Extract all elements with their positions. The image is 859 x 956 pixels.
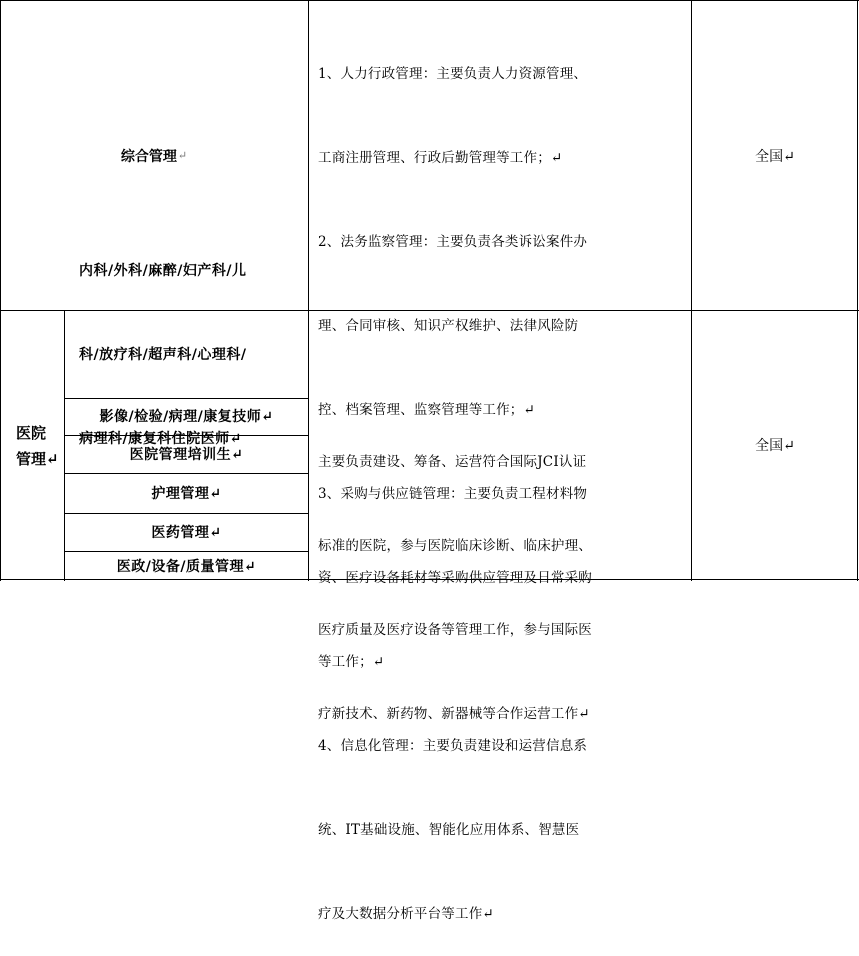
desc-line: 理、合同审核、知识产权维护、法律风险防 [318, 318, 579, 334]
position-label: 护理管理↵ [151, 485, 222, 502]
desc-line: 控、档案管理、监察管理等工作；↵ [318, 402, 536, 418]
desc-line: 疗及大数据分析平台等工作↵ [318, 906, 494, 922]
position-label: 医政/设备/质量管理↵ [116, 558, 257, 575]
position-pharmacy-management [65, 514, 308, 551]
desc-line: 4、信息化管理：主要负责建设和运营信息系 [318, 738, 588, 754]
desc-line: 主要负责建设、筹备、运营符合国际JCI认证 [318, 454, 587, 470]
position-label: 医药管理↵ [151, 524, 222, 541]
group-hospital-management [0, 311, 64, 581]
position-line: 病理科/康复科住院医师↵ [79, 431, 242, 447]
col-divider-desc [308, 0, 309, 581]
desc-line: 疗新技术、新药物、新器械等合作运营工作↵ [318, 706, 590, 722]
group-label-line: 管理↵ [16, 450, 59, 468]
desc-line: 3、采购与供应链管理：主要负责工程材料物 [318, 486, 588, 502]
position-quality-management [65, 552, 308, 581]
desc-line: 工商注册管理、行政后勤管理等工作；↵ [318, 150, 563, 166]
desc-line: 等工作；↵ [318, 654, 385, 670]
desc-line: 统、IT基础设施、智能化应用体系、智慧医 [318, 822, 580, 838]
location-label: 全国↵ [755, 438, 795, 454]
desc-line: 医疗质量及医疗设备等管理工作，参与国际医 [318, 622, 592, 638]
desc-line: 1、人力行政管理：主要负责人力资源管理、 [318, 66, 588, 82]
position-management-trainee [65, 436, 308, 473]
position-label: 医院管理培训生↵ [129, 446, 244, 463]
paragraph-mark: ↵ [177, 149, 188, 162]
department-label: 综合管理 [120, 148, 177, 165]
location-cell [692, 311, 858, 581]
position-nursing-management [65, 474, 308, 513]
position-label: 影像/检验/病理/康复技师↵ [99, 409, 274, 425]
position-line: 内科/外科/麻醉/妇产科/儿 [79, 263, 247, 279]
position-line: 科/放疗科/超声科/心理科/ [79, 347, 247, 363]
position-technician [65, 399, 308, 435]
desc-line: 标准的医院，参与医院临床诊断、临床护理、 [318, 538, 592, 554]
desc-line: 2、法务监察管理：主要负责各类诉讼案件办 [318, 234, 588, 250]
group-label-line: 医院 [16, 424, 47, 442]
location-label: 全国↵ [755, 148, 795, 165]
location-cell [692, 0, 858, 311]
description-hospital-management [318, 392, 592, 756]
desc-line: 资、医疗设备耗材等采购供应管理及日常采购 [318, 570, 592, 586]
